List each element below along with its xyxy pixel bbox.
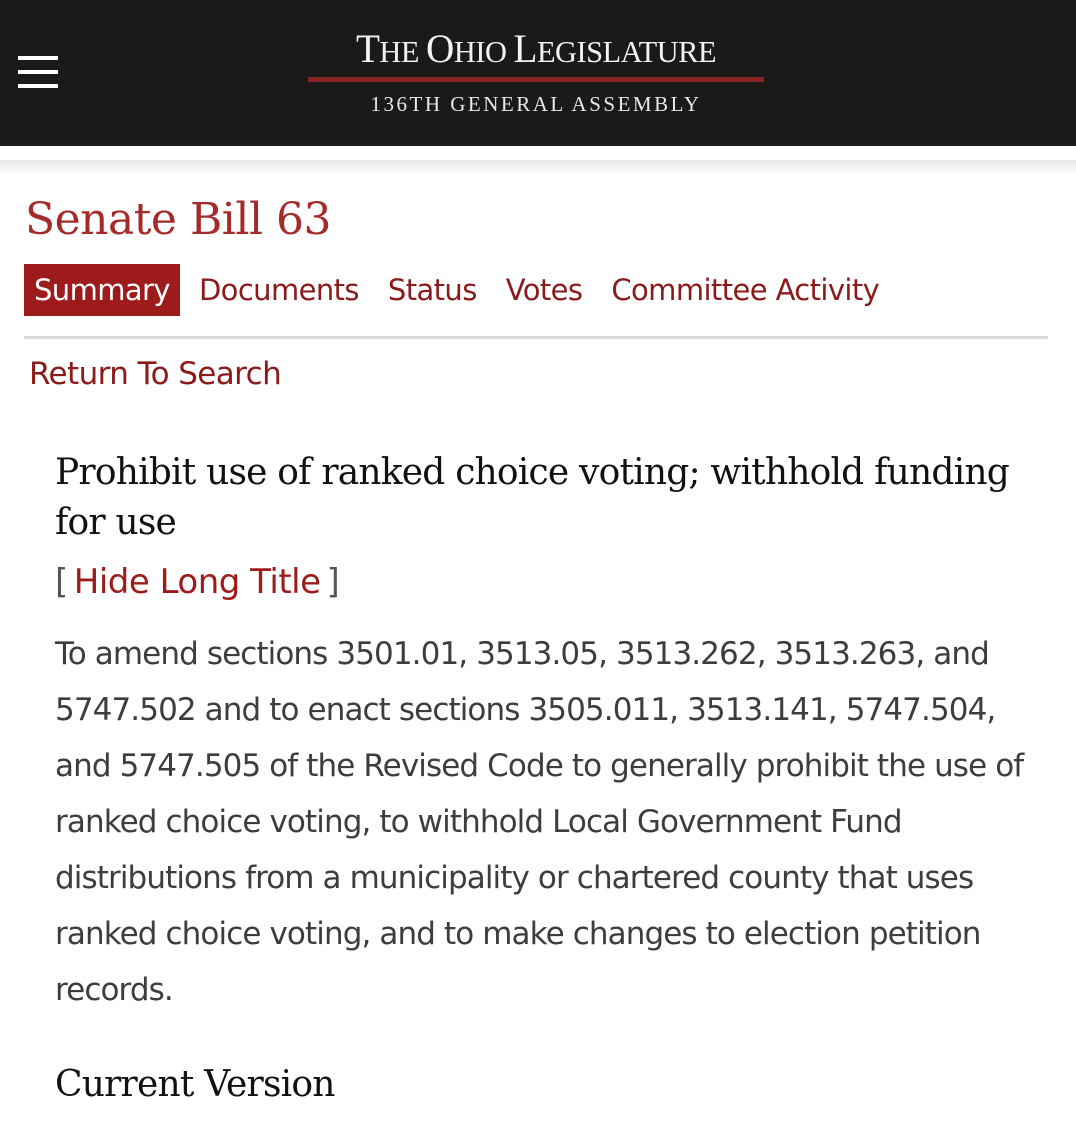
long-title: To amend sections 3501.01, 3513.05, 3513.262, 3513.263, and 5747.502 and to enact sections 3505.011, 3513.141, 5747.504, and 5747.505 of the Revised Code to generally prohibit the use of ranked choice voting, to withhold Local Government Fund distributions from a municipality or chartered county that uses ranked choice voting, and to make changes to election petition records. xyxy=(55,636,1024,1008)
close-bracket: ] xyxy=(326,562,340,602)
logo-letters: EGISLATURE xyxy=(536,34,717,69)
tab-committee-activity[interactable]: Committee Activity xyxy=(611,273,880,307)
hamburger-line xyxy=(18,84,58,88)
hamburger-line xyxy=(18,56,58,60)
bill-title: Senate Bill 63 xyxy=(25,194,331,245)
tab-summary[interactable]: Summary xyxy=(24,264,180,316)
site-header xyxy=(0,0,1076,146)
logo-letters: HIO xyxy=(453,34,514,69)
logo-letter: L xyxy=(513,26,537,71)
tab-votes[interactable]: Votes xyxy=(505,273,583,307)
open-bracket: [ xyxy=(55,562,68,602)
header-shadow xyxy=(0,160,1076,174)
logo-divider xyxy=(308,77,764,82)
current-version-heading: Current Version xyxy=(55,1064,335,1105)
ohio-legislature-logo[interactable] xyxy=(300,26,772,117)
logo-letters: HE xyxy=(379,34,427,69)
logo-title xyxy=(305,26,768,75)
hide-long-title-link[interactable]: Hide Long Title xyxy=(73,562,321,602)
logo-letter: O xyxy=(426,26,454,71)
return-to-search-link[interactable]: Return To Search xyxy=(29,356,282,392)
tabs-divider xyxy=(24,336,1048,339)
short-title: Prohibit use of ranked choice voting; withhold funding for use xyxy=(55,452,1009,543)
tab-status[interactable]: Status xyxy=(387,273,477,307)
tab-documents[interactable]: Documents xyxy=(198,273,359,307)
hamburger-line xyxy=(18,70,58,74)
logo-letter: T xyxy=(355,26,380,71)
bill-tabs xyxy=(24,264,898,316)
logo-subtitle: 136TH GENERAL ASSEMBLY xyxy=(370,92,702,116)
hamburger-menu-icon[interactable] xyxy=(18,56,58,90)
long-title-toggle xyxy=(55,562,339,602)
